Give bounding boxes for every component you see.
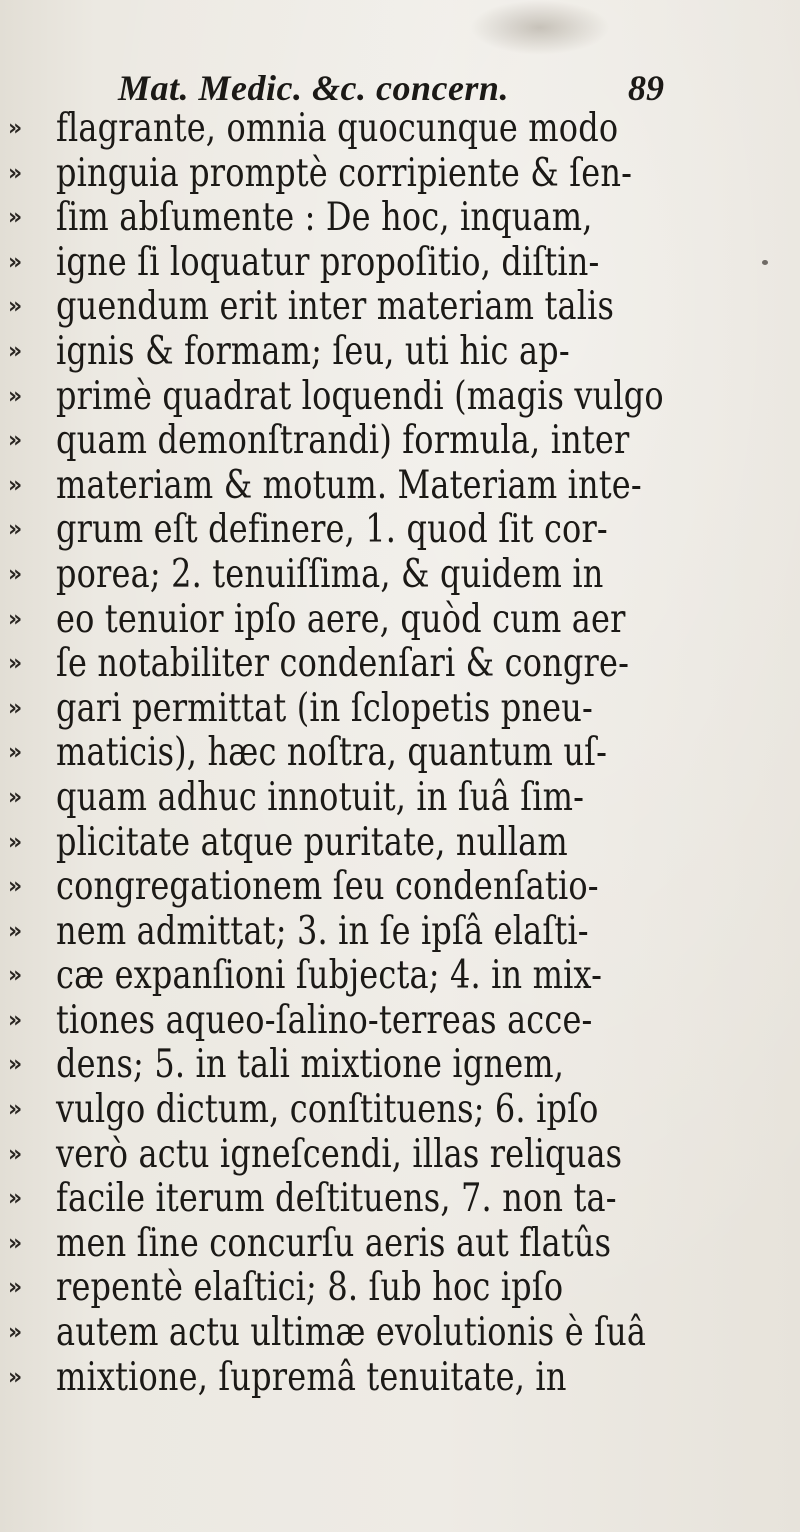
text-line xyxy=(8,419,758,464)
quotation-mark: » xyxy=(8,1320,20,1346)
quotation-mark: » xyxy=(8,651,20,677)
line-text: igne ſi loquatur propoſitio, diſtin- xyxy=(56,239,600,285)
text-line xyxy=(8,1043,758,1088)
text-line xyxy=(8,1177,758,1222)
quotation-mark: » xyxy=(8,874,20,900)
quotation-mark: » xyxy=(8,1186,20,1212)
text-line xyxy=(8,1088,758,1133)
quotation-mark: » xyxy=(8,606,20,632)
quotation-mark: » xyxy=(8,472,20,498)
line-text: autem actu ultimæ evolutionis è ſuâ xyxy=(56,1310,647,1356)
text-line xyxy=(8,241,758,286)
text-line xyxy=(8,107,758,152)
text-line xyxy=(8,687,758,732)
line-text: grum eſt definere, 1. quod ſit cor- xyxy=(56,507,608,553)
quotation-mark: » xyxy=(8,561,20,587)
line-text: mixtione, ſupremâ tenuitate, in xyxy=(56,1354,567,1400)
page-number: 89 xyxy=(628,68,664,108)
quotation-mark: » xyxy=(8,1275,20,1301)
text-line xyxy=(8,954,758,999)
text-line xyxy=(8,776,758,821)
line-text: maticis), hæc noſtra, quantum uſ- xyxy=(56,730,608,776)
line-text: plicitate atque puritate, nullam xyxy=(56,819,568,865)
line-text: gari permittat (in ſclopetis pneu- xyxy=(56,685,593,731)
quotation-mark: » xyxy=(8,249,20,275)
text-line xyxy=(8,821,758,866)
quotation-mark: » xyxy=(8,205,20,231)
quotation-mark: » xyxy=(8,116,20,141)
paper-stain xyxy=(470,0,610,55)
line-text: porea; 2. tenuiſſima, & quidem in xyxy=(56,551,604,597)
text-line xyxy=(8,598,758,643)
quotation-mark: » xyxy=(8,1052,20,1078)
text-line xyxy=(8,508,758,553)
quotation-mark: » xyxy=(8,740,20,766)
text-line xyxy=(8,196,758,241)
text-body xyxy=(8,107,758,1400)
line-text: ſe notabiliter condenſari & congre- xyxy=(56,641,630,687)
line-text: flagrante, omnia quocunque modo xyxy=(56,106,619,151)
line-text: nem admittat; 3. in ſe ipſâ elaſti- xyxy=(56,908,589,954)
line-text: eo tenuior ipſo aere, quòd cum aer xyxy=(56,596,626,642)
line-text: vulgo dictum, conſtituens; 6. ipſo xyxy=(56,1087,599,1133)
quotation-mark: » xyxy=(8,829,20,855)
quotation-mark: » xyxy=(8,1097,20,1123)
quotation-mark: » xyxy=(8,338,20,364)
line-text: facile iterum deſtituens, 7. non ta- xyxy=(56,1176,617,1222)
text-line xyxy=(8,731,758,776)
quotation-mark: » xyxy=(8,1230,20,1256)
text-line xyxy=(8,330,758,375)
text-line xyxy=(8,999,758,1044)
text-line xyxy=(8,375,758,420)
line-text: quam demonſtrandi) formula, inter xyxy=(56,418,630,464)
line-text: repentè elaſtici; 8. ſub hoc ipſo xyxy=(56,1265,564,1311)
line-text: quam adhuc innotuit, in ſuâ ſim- xyxy=(56,774,585,820)
quotation-mark: » xyxy=(8,160,20,186)
quotation-mark: » xyxy=(8,294,20,320)
quotation-mark: » xyxy=(8,784,20,810)
text-line xyxy=(8,1222,758,1267)
text-line xyxy=(8,1311,758,1356)
quotation-mark: » xyxy=(8,1141,20,1167)
text-line xyxy=(8,910,758,955)
line-text: cæ expanſioni ſubjecta; 4. in mix- xyxy=(56,953,603,999)
line-text: primè quadrat loquendi (magis vulgo xyxy=(56,373,664,419)
quotation-mark: » xyxy=(8,517,20,543)
text-line xyxy=(8,464,758,509)
line-text: pinguia promptè corripiente & ſen- xyxy=(56,150,633,196)
quotation-mark: » xyxy=(8,1364,20,1390)
line-text: dens; 5. in tali mixtione ignem, xyxy=(56,1042,565,1088)
text-line xyxy=(8,865,758,910)
text-line xyxy=(8,152,758,197)
line-text: men ſine concurſu aeris aut flatûs xyxy=(56,1220,612,1266)
text-line xyxy=(8,1133,758,1178)
quotation-mark: » xyxy=(8,918,20,944)
quotation-mark: » xyxy=(8,963,20,989)
quotation-mark: » xyxy=(8,695,20,721)
text-line xyxy=(8,642,758,687)
line-text: ignis & formam; ſeu, uti hic ap- xyxy=(56,328,570,374)
text-line xyxy=(8,553,758,598)
line-text: congregationem ſeu condenſatio- xyxy=(56,864,599,910)
text-line xyxy=(8,285,758,330)
line-text: materiam & motum. Materiam inte- xyxy=(56,462,642,508)
line-text: verò actu igneſcendi, illas reliquas xyxy=(56,1131,623,1177)
quotation-mark: » xyxy=(8,428,20,454)
text-line xyxy=(8,1356,758,1401)
line-text: ſim abſumente : De hoc, inquam, xyxy=(56,195,593,241)
header-title: Mat. Medic. &c. concern. xyxy=(118,68,509,108)
text-line xyxy=(8,1266,758,1311)
quotation-mark: » xyxy=(8,383,20,409)
quotation-mark: » xyxy=(8,1007,20,1033)
margin-speck xyxy=(762,260,768,265)
line-text: guendum erit inter materiam talis xyxy=(56,284,615,330)
line-text: tiones aqueo-ſalino-terreas acce- xyxy=(56,997,593,1043)
